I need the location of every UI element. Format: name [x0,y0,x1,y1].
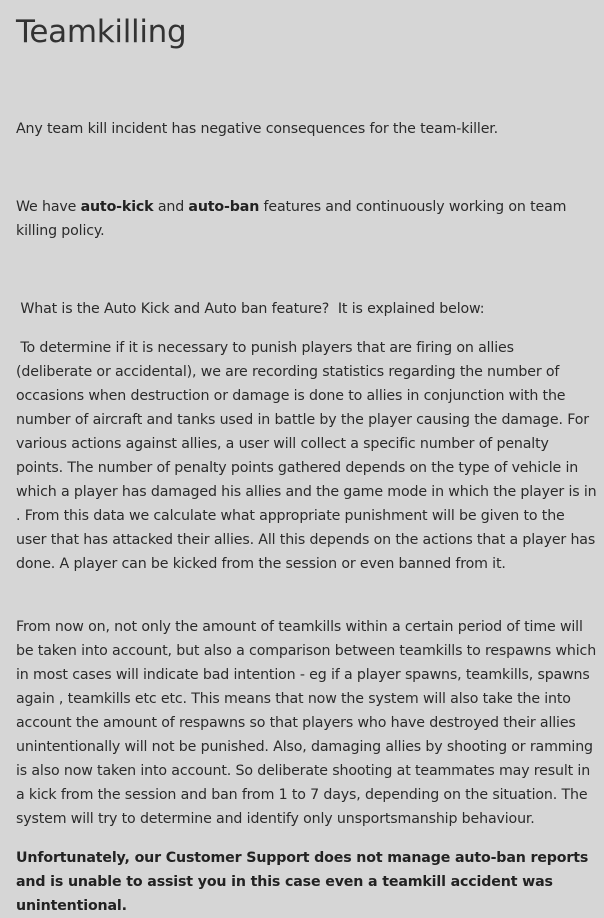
intro-paragraph: Any team kill incident has negative consequences for the team-killer. [16,121,499,137]
features-text-pre: We have [16,199,81,215]
explanation-paragraph: To determine if it is necessary to punish players that are firing on allies (deliberate or accidental), we are recording statistics regarding the number of occasions when destruction or damage is done to allies in conjunction with the number of aircraft and tanks used in battle by the player causing the damage. For various actions against allies, a user will collect a specific number of penalty points. The number of penalty points gathered depends on the type of vehicle in which a player has damaged his allies and the game mode in which the player is in . From this data we calculate what appropriate punishment will be given to the user that has attacked their allies. All this depends on the actions that a player has done. A player can be kicked from the session or even banned from it. [16,340,601,572]
features-text-post: features and continuously working on team killing policy. [16,199,567,239]
auto-kick-term: auto-kick [80,199,154,215]
page-title: Teamkilling [16,14,187,50]
update-paragraph: From now on, not only the amount of teamkills within a certain period of time will be taken into account, but also a comparison between teamkills to respawns which in most cases will indicate bad intention - eg if a player spawns, teamkills, spawns again , teamkills etc etc. This means that now the system will also take the into account the amount of respawns so that players who have destroyed their allies unintentionally will not be punished. Also, damaging allies by shooting or ramming is also now taken into account. So deliberate shooting at teammates may result in a kick from the session and ban from 1 to 7 days, depending on the situation. The system will try to determine and identify only unsportsmanship behaviour. [16,619,597,827]
auto-ban-term: auto-ban [188,199,260,215]
features-text-and: and [153,199,189,215]
features-paragraph [16,195,598,243]
disclaimer-paragraph: Unfortunately, our Customer Support does not manage auto-ban reports and is unable to assist you in this case even a teamkill accident was unintentional. [16,850,589,914]
question-paragraph: What is the Auto Kick and Auto ban feature? It is explained below: [16,301,485,317]
